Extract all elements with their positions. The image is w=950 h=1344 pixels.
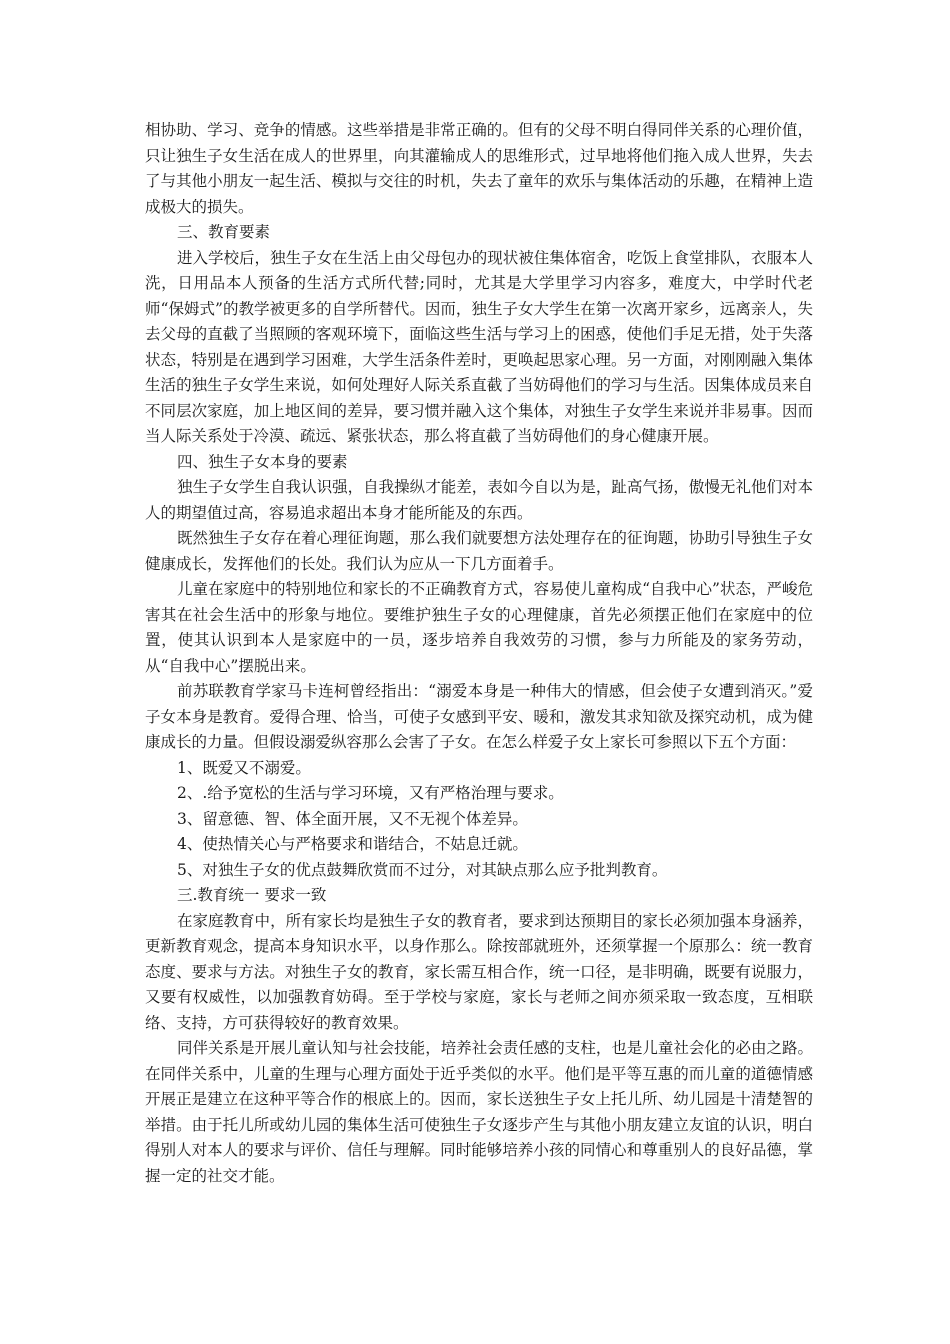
paragraph: 进入学校后，独生子女在生活上由父母包办的现状被住集体宿舍，吃饭上食堂排队，衣服本人洗，日用品本人预备的生活方式所代替;同时，尤其是大学里学习内容多，难度大，中学时代老师“保姆式”的教学被更多的自学所替代。因而，独生子女大学生在第一次离开家乡，远离亲人，失去父母的直截了当照顾的客观环境下，面临这些生活与学习上的困惑，使他们手足无措，处于失落状态，特别是在遇到学习困难，大学生活条件差时，更唤起思家心理。另一方面，对刚刚融入集体生活的独生子女学生来说，如何处理好人际关系直截了当妨碍他们的学习与生活。因集体成员来自不同层次家庭，加上地区间的差异，要习惯并融入这个集体，对独生子女学生来说并非易事。因而当人际关系处于冷漠、疏远、紧张状态，那么将直截了当妨碍他们的身心健康开展。: [145, 248, 813, 445]
paragraph: 相协助、学习、竞争的情感。这些举措是非常正确的。但有的父母不明白得同伴关系的心理价值，只让独生子女生活在成人的世界里，向其灌输成人的思维形式，过早地将他们拖入成人世界，失去了与其他小朋友一起生活、模拟与交往的时机，失去了童年的欢乐与集体活动的乐趣，在精神上造成极大的损失。: [145, 121, 813, 216]
paragraph: 同伴关系是开展儿童认知与社会技能，培养社会责任感的支柱，也是儿童社会化的必由之路。在同伴关系中，儿童的生理与心理方面处于近乎类似的水平。他们是平等互惠的而儿童的道德情感开展正是建立在这种平等合作的根底上的。因而，家长送独生子女上托儿所、幼儿园是十清楚智的举措。由于托儿所或幼儿园的集体生活可使独生子女逐步产生与其他小朋友建立友谊的认识，明白得别人对本人的要求与评价、信任与理解。同时能够培养小孩的同情心和尊重别人的良好品德，掌握一定的社交才能。: [145, 1039, 813, 1185]
list-item: 3、留意德、智、体全面开展，又不无视个体差异。: [177, 809, 528, 828]
paragraph: 独生子女学生自我认识强，自我操纵才能差，表如今自以为是，趾高气扬，傲慢无礼他们对本人的期望值过高，容易追求超出本身才能所能及的东西。: [145, 478, 813, 522]
paragraph: 前苏联教育学家马卡连柯曾经指出：“溺爱本身是一种伟大的情感，但会使子女遭到消灭。”爱子女本身是教育。爱得合理、恰当，可使子女感到平安、暖和，激发其求知欲及探究动机，成为健康成长的力量。但假设溺爱纵容那么会害了子女。在怎么样爱子女上家长可参照以下五个方面：: [145, 682, 813, 751]
section-heading: 三、教育要素: [177, 223, 271, 241]
section-heading: 三.教育统一 要求一致: [177, 886, 327, 904]
list-item: 1、既爱又不溺爱。: [177, 758, 311, 777]
section-heading: 四、独生子女本身的要素: [177, 452, 348, 471]
paragraph: 儿童在家庭中的特别地位和家长的不正确教育方式，容易使儿童构成“自我中心”状态，严峻危害其在社会生活中的形象与地位。要维护独生子女的心理健康，首先必须摆正他们在家庭中的位置，使其认识到本人是家庭中的一员，逐步培养自我效劳的习惯，参与力所能及的家务劳动，从“自我中心”摆脱出来。: [145, 580, 813, 675]
list-item: 5、对独生子女的优点鼓舞欣赏而不过分，对其缺点那么应予批判教育。: [177, 860, 668, 879]
document-body: [145, 118, 813, 1189]
list-item: 2、.给予宽松的生活与学习环境，又有严格治理与要求。: [177, 784, 564, 802]
paragraph: 既然独生子女存在着心理征询题，那么我们就要想方法处理存在的征询题，协助引导独生子女健康成长，发挥他们的长处。我们认为应从一下几方面着手。: [145, 529, 813, 573]
list-item: 4、使热情关心与严格要求和谐结合，不姑息迁就。: [177, 835, 528, 853]
paragraph: 在家庭教育中，所有家长均是独生子女的教育者，要求到达预期目的家长必须加强本身涵养，更新教育观念，提高本身知识水平，以身作那么。除按部就班外，还须掌握一个原那么：统一教育态度、要求与方法。对独生子女的教育，家长需互相合作，统一口径，是非明确，既要有说服力，又要有权威性，以加强教育妨碍。至于学校与家庭，家长与老师之间亦须采取一致态度，互相联络、支持，方可获得较好的教育效果。: [145, 911, 813, 1032]
